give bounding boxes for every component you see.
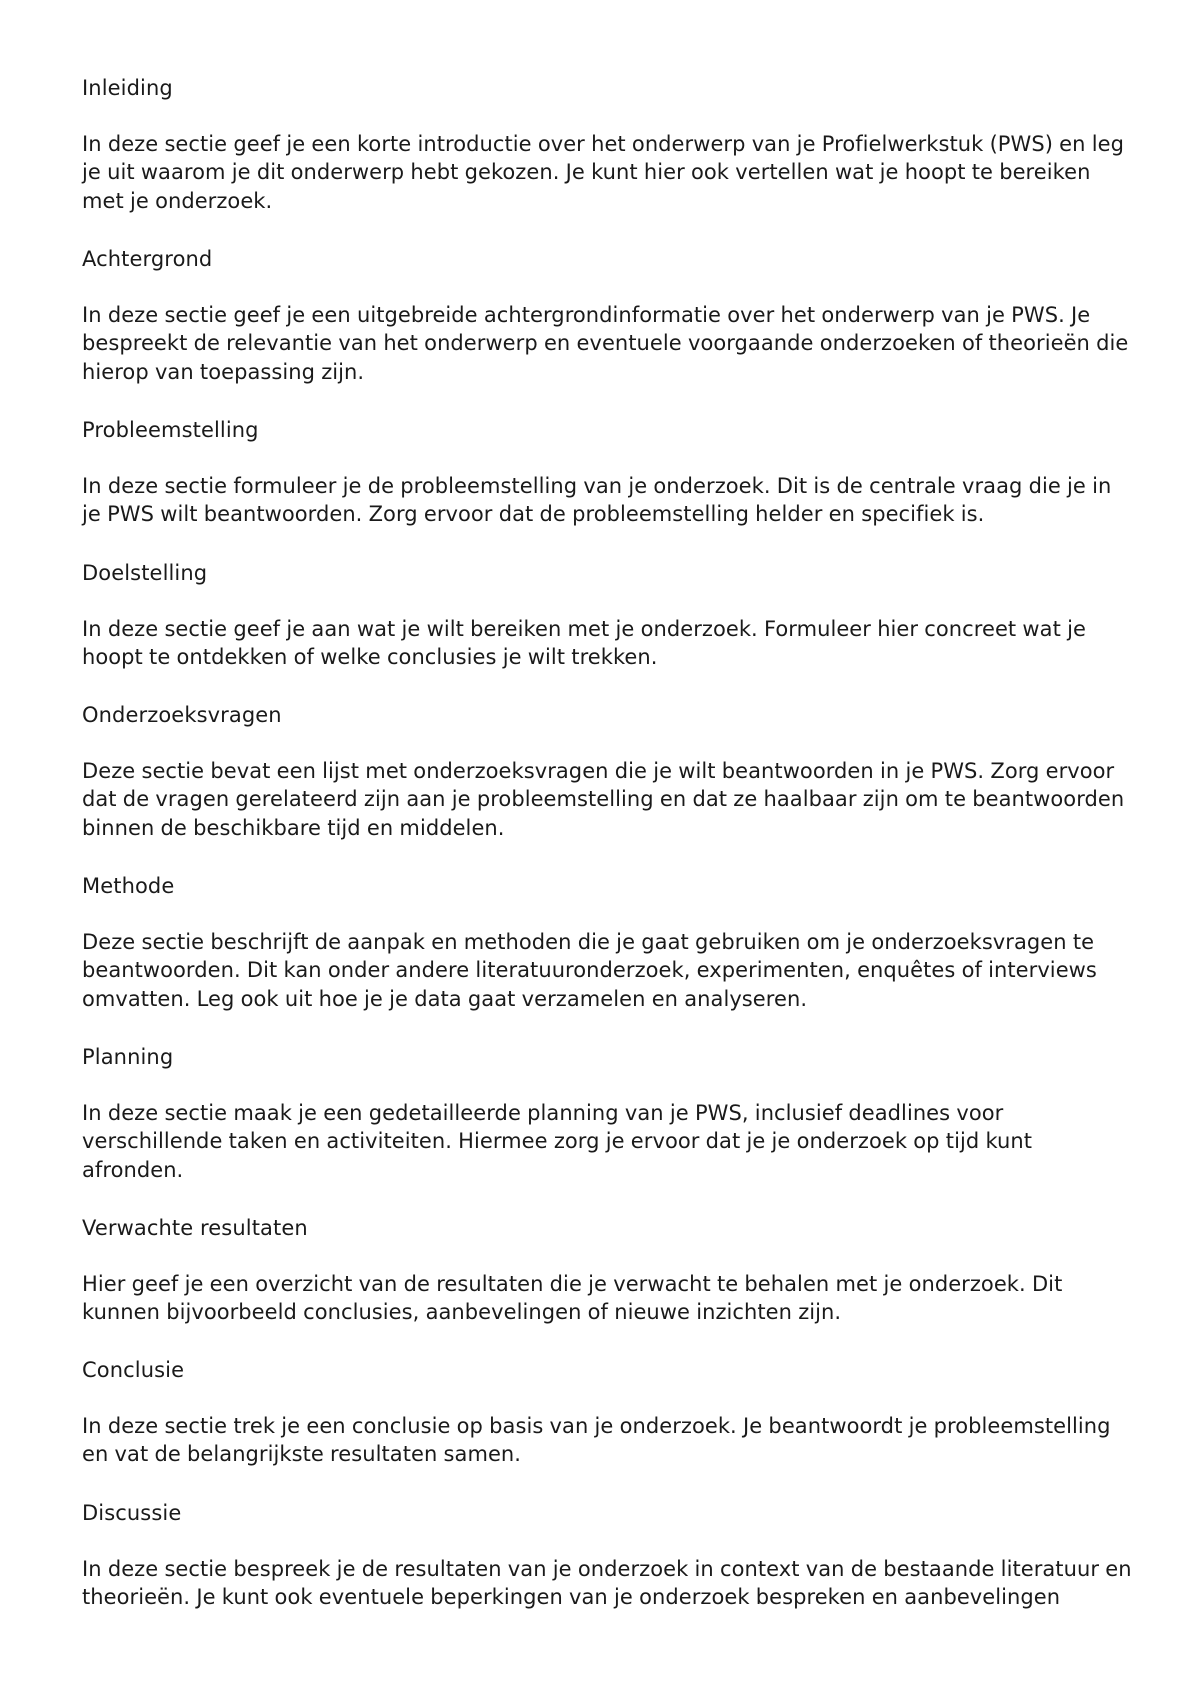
section-planning [82, 1043, 1132, 1184]
section-probleemstelling [82, 416, 1132, 529]
section-paragraph: In deze sectie maak je een gedetailleerde planning van je PWS, inclusief deadlines voor verschillende taken en activiteiten. Hiermee zorg je ervoor dat je je onderzoek op tijd kunt afronden. [82, 1100, 1033, 1182]
section-heading: Methode [82, 874, 175, 898]
section-heading: Planning [82, 1045, 174, 1069]
section-heading: Onderzoeksvragen [82, 703, 282, 727]
section-heading: Doelstelling [82, 561, 208, 585]
section-onderzoeksvragen [82, 701, 1132, 842]
section-paragraph: In deze sectie geef je een korte introductie over het onderwerp van je Profielwerkstuk (PWS) en leg je uit waarom je dit onderwerp hebt gekozen. Je kunt hier ook vertellen wat je hoopt te bereiken met je onderzoek. [82, 131, 1124, 213]
section-paragraph: Deze sectie bevat een lijst met onderzoeksvragen die je wilt beantwoorden in je PWS. Zorg ervoor dat de vragen gerelateerd zijn aan je probleemstelling en dat ze haalbaar zijn om te beantwoorden binnen de beschikbare tijd en middelen. [82, 758, 1125, 840]
section-heading: Verwachte resultaten [82, 1216, 308, 1240]
section-discussie [82, 1499, 1132, 1612]
section-paragraph: In deze sectie formuleer je de probleemstelling van je onderzoek. Dit is de centrale vraag die je in je PWS wilt beantwoorden. Zorg ervoor dat de probleemstelling helder en specifiek is. [82, 473, 1112, 526]
section-conclusie [82, 1356, 1132, 1469]
section-heading: Conclusie [82, 1358, 185, 1382]
section-paragraph: In deze sectie geef je aan wat je wilt bereiken met je onderzoek. Formuleer hier concreet wat je hoopt te ontdekken of welke conclusies je wilt trekken. [82, 616, 1086, 669]
section-methode [82, 872, 1132, 1013]
section-paragraph: In deze sectie trek je een conclusie op basis van je onderzoek. Je beantwoordt je probleemstelling en vat de belangrijkste resultaten samen. [82, 1413, 1111, 1466]
section-heading: Discussie [82, 1501, 182, 1525]
section-inleiding [82, 74, 1132, 215]
section-achtergrond [82, 245, 1132, 386]
section-paragraph: Hier geef je een overzicht van de resultaten die je verwacht te behalen met je onderzoek. Dit kunnen bijvoorbeeld conclusies, aanbevelingen of nieuwe inzichten zijn. [82, 1271, 1063, 1324]
section-heading: Probleemstelling [82, 418, 259, 442]
section-verwachte-resultaten [82, 1214, 1132, 1327]
section-paragraph: In deze sectie geef je een uitgebreide achtergrondinformatie over het onderwerp van je PWS. Je bespreekt de relevantie van het onderwerp en eventuele voorgaande onderzoeken of theorieën die hierop van toepassing zijn. [82, 302, 1129, 384]
section-paragraph: Deze sectie beschrijft de aanpak en methoden die je gaat gebruiken om je onderzoeksvragen te beantwoorden. Dit kan onder andere literatuuronderzoek, experimenten, enquêtes of interviews omvatten. Leg ook uit hoe je je data gaat verzamelen en analyseren. [82, 929, 1097, 1011]
section-doelstelling [82, 559, 1132, 672]
section-heading: Inleiding [82, 76, 173, 100]
document-page [82, 0, 1132, 1696]
section-heading: Achtergrond [82, 247, 213, 271]
section-paragraph: In deze sectie bespreek je de resultaten van je onderzoek in context van de bestaande literatuur en theorieën. Je kunt ook eventuele beperkingen van je onderzoek bespreken en aanbevelingen [82, 1556, 1132, 1609]
